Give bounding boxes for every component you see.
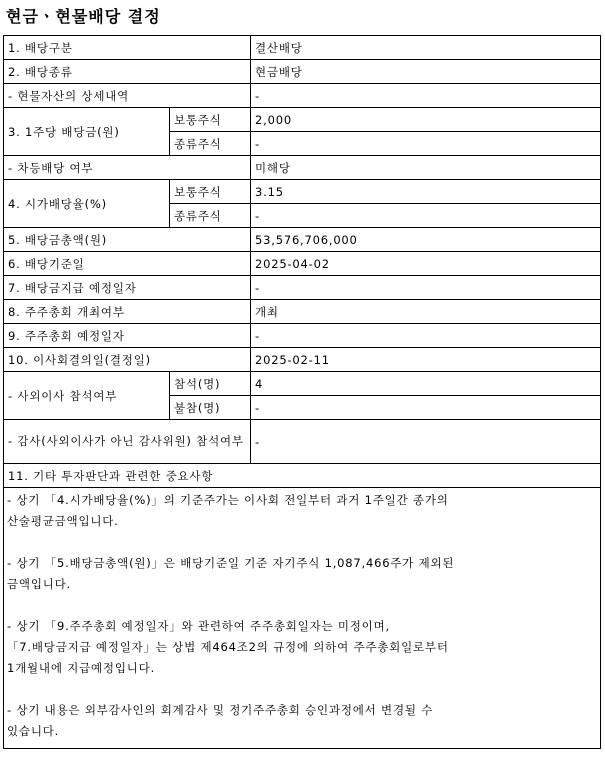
row-label: 2. 배당종류: [4, 60, 251, 84]
sub-label: 보통주식: [170, 180, 251, 204]
table-row: [4, 252, 601, 276]
row-value: 2,000: [251, 108, 601, 132]
note-line: 산술평균금액입니다.: [7, 514, 119, 528]
row-value: -: [251, 132, 601, 156]
row-value: -: [251, 204, 601, 228]
table-row: [4, 276, 601, 300]
row-label: - 차등배당 여부: [4, 156, 251, 180]
row-label: - 현물자산의 상세내역: [4, 84, 251, 108]
row-value: 3.15: [251, 180, 601, 204]
row-value: -: [251, 420, 601, 464]
page-title: 현금ㆍ현물배당 결정: [6, 7, 161, 26]
note-line: - 상기 내용은 외부감사인의 회계감사 및 정기주주총회 승인과정에서 변경될 수: [7, 703, 434, 717]
sub-label: 종류주식: [170, 132, 251, 156]
table-row: [4, 180, 601, 204]
sub-label: 참석(명): [170, 372, 251, 396]
row-label: 4. 시가배당율(%): [4, 180, 170, 228]
row-value: 2025-04-02: [251, 252, 601, 276]
table-row: [4, 372, 601, 396]
sub-label: 불참(명): [170, 396, 251, 420]
table-row: [4, 108, 601, 132]
row-value: -: [251, 396, 601, 420]
note-line: - 상기 「4.시가배당율(%)」의 기준주가는 이사회 전일부터 과거 1주일간 종가의: [7, 493, 449, 507]
note-line: 금액입니다.: [7, 577, 71, 591]
row-label: 6. 배당기준일: [4, 252, 251, 276]
row-label: 3. 1주당 배당금(원): [4, 108, 170, 156]
note-line: - 상기 「9.주주총회 예정일자」와 관련하여 주주총회일자는 미정이며,: [7, 619, 390, 633]
note-line: 1개월내에 지급예정입니다.: [7, 661, 156, 675]
table-row: [4, 36, 601, 60]
note-line: - 상기 「5.배당금총액(원)」은 배당기준일 기준 자기주식 1,087,466주가 제외된: [7, 556, 455, 570]
row-label: 8. 주주총회 개최여부: [4, 300, 251, 324]
note-line: 있습니다.: [7, 724, 60, 738]
row-label: 7. 배당금지급 예정일자: [4, 276, 251, 300]
row-value: 결산배당: [251, 36, 601, 60]
row-label: 10. 이사회결의일(결정일): [4, 348, 251, 372]
note-line: 「7.배당금지급 예정일자」는 상법 제464조2의 규정에 의하여 주주총회일로부터: [7, 640, 449, 654]
row-value: 개최: [251, 300, 601, 324]
row-value: 4: [251, 372, 601, 396]
sub-label: 보통주식: [170, 108, 251, 132]
row-value: 미해당: [251, 156, 601, 180]
row-value: 현금배당: [251, 60, 601, 84]
row-value: 2025-02-11: [251, 348, 601, 372]
row-value: 53,576,706,000: [251, 228, 601, 252]
row-label: 5. 배당금총액(원): [4, 228, 251, 252]
dividend-table: [3, 35, 601, 749]
notes-cell: [4, 488, 601, 749]
table-row: [4, 324, 601, 348]
table-row: [4, 300, 601, 324]
section-heading: 11. 기타 투자판단과 관련한 중요사항: [4, 464, 601, 488]
table-row: [4, 60, 601, 84]
sub-label: 종류주식: [170, 204, 251, 228]
row-label: 9. 주주총회 예정일자: [4, 324, 251, 348]
table-row: [4, 228, 601, 252]
table-row: [4, 464, 601, 488]
table-row: [4, 488, 601, 749]
table-row: [4, 84, 601, 108]
row-value: -: [251, 276, 601, 300]
row-value: -: [251, 324, 601, 348]
table-row: [4, 348, 601, 372]
row-label: - 사외이사 참석여부: [4, 372, 170, 420]
row-value: -: [251, 84, 601, 108]
table-row: [4, 156, 601, 180]
table-row: [4, 420, 601, 464]
row-label: - 감사(사외이사가 아닌 감사위원) 참석여부: [4, 420, 251, 464]
row-label: 1. 배당구분: [4, 36, 251, 60]
